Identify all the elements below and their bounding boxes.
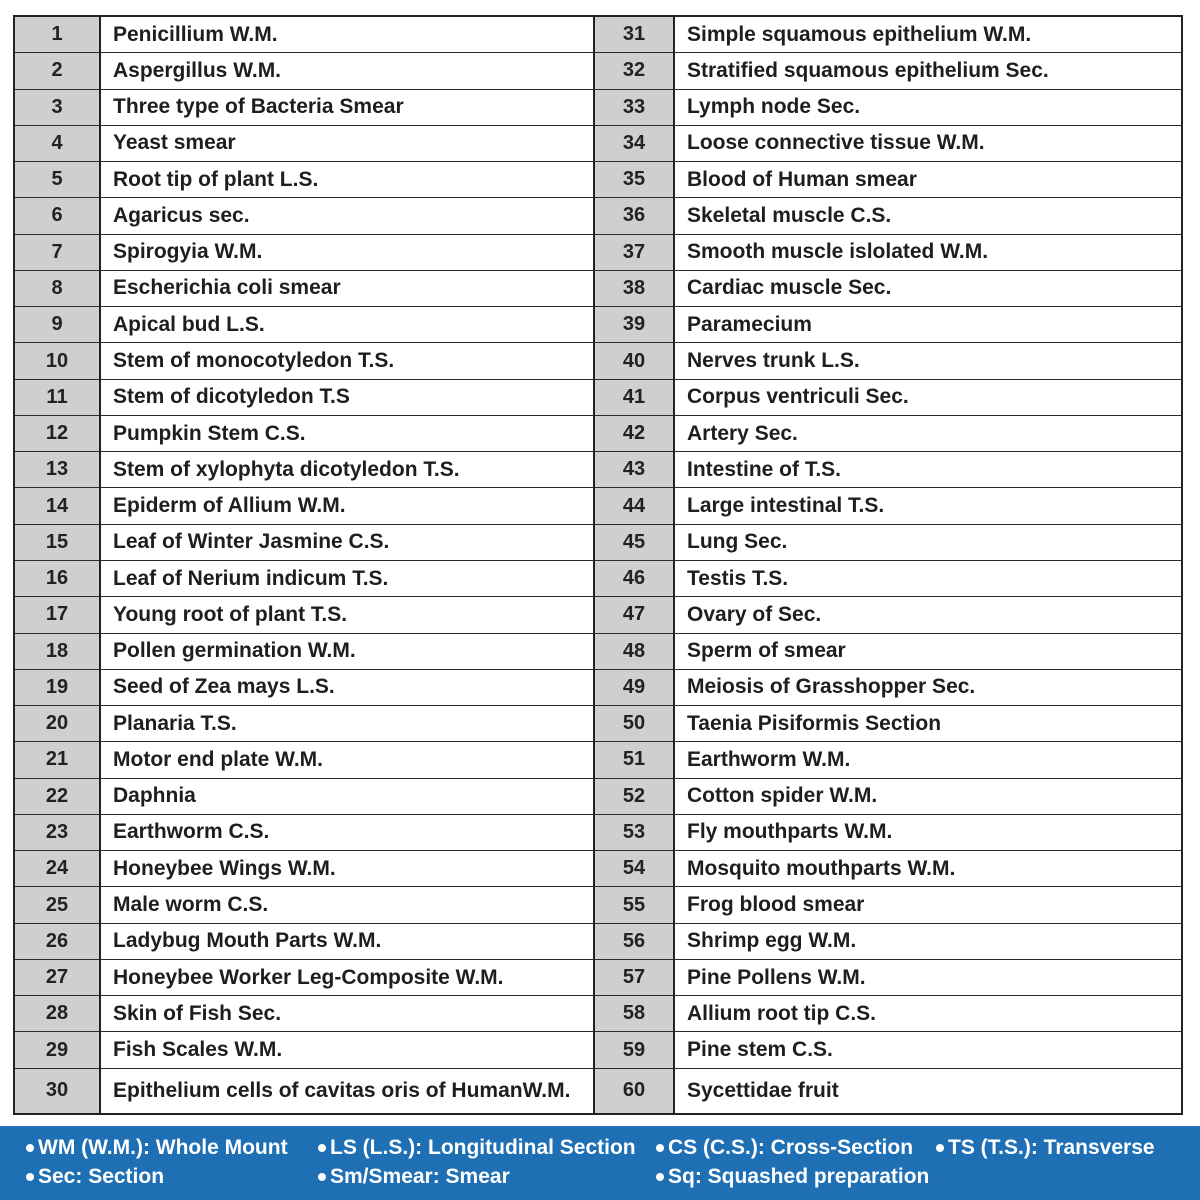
item-name: Epithelium cells of cavitas oris of HumanW.M. <box>113 1078 571 1102</box>
table-row <box>15 162 593 198</box>
slide-list-table <box>13 15 1183 1115</box>
table-row <box>15 706 593 742</box>
item-name: Allium root tip C.S. <box>687 1001 876 1025</box>
table-row <box>595 1069 1181 1113</box>
item-name: Blood of Human smear <box>687 167 917 191</box>
table-row <box>15 1032 593 1068</box>
item-number: 7 <box>15 235 101 270</box>
item-number: 21 <box>15 742 101 777</box>
item-name: Epiderm of Allium W.M. <box>113 494 346 518</box>
item-number: 20 <box>15 706 101 741</box>
legend-item-ls <box>318 1136 636 1160</box>
table-row <box>595 271 1181 307</box>
item-number: 15 <box>15 525 101 560</box>
table-row <box>15 416 593 452</box>
legend-line-2 <box>0 1165 1200 1194</box>
item-number: 53 <box>595 815 675 850</box>
table-row <box>595 597 1181 633</box>
item-number: 46 <box>595 561 675 596</box>
table-row <box>595 126 1181 162</box>
item-name: Meiosis of Grasshopper Sec. <box>687 675 976 699</box>
item-number: 11 <box>15 380 101 415</box>
item-number: 3 <box>15 90 101 125</box>
item-name: Testis T.S. <box>687 566 789 590</box>
item-name: Pine stem C.S. <box>687 1038 833 1062</box>
table-row <box>595 996 1181 1032</box>
item-name: Stem of monocotyledon T.S. <box>113 349 395 373</box>
table-row <box>595 53 1181 89</box>
item-name: Mosquito mouthparts W.M. <box>687 856 956 880</box>
item-number: 16 <box>15 561 101 596</box>
item-number: 5 <box>15 162 101 197</box>
table-row <box>15 597 593 633</box>
table-row <box>15 525 593 561</box>
item-name: Stem of dicotyledon T.S <box>113 385 350 409</box>
table-row <box>595 525 1181 561</box>
table-row <box>15 380 593 416</box>
item-number: 50 <box>595 706 675 741</box>
legend-text: Sm/Smear: Smear <box>330 1165 510 1188</box>
left-column <box>15 17 595 1113</box>
item-number: 13 <box>15 452 101 487</box>
item-number: 6 <box>15 198 101 233</box>
item-number: 28 <box>15 996 101 1031</box>
legend-line-1 <box>0 1136 1200 1165</box>
legend-text: Sec: Section <box>38 1165 165 1188</box>
table-row <box>15 235 593 271</box>
table-row <box>15 343 593 379</box>
item-name: Fly mouthparts W.M. <box>687 820 893 844</box>
table-row <box>15 198 593 234</box>
bullet-icon <box>318 1144 326 1152</box>
table-row <box>595 162 1181 198</box>
bullet-icon <box>656 1173 664 1181</box>
item-number: 60 <box>595 1069 675 1113</box>
item-name: Simple squamous epithelium W.M. <box>687 22 1032 46</box>
item-number: 31 <box>595 17 675 52</box>
item-number: 29 <box>15 1032 101 1067</box>
item-name: Young root of plant T.S. <box>113 602 348 626</box>
legend-text: LS (L.S.): Longitudinal Section <box>330 1136 636 1159</box>
table-row <box>595 452 1181 488</box>
item-name: Skeletal muscle C.S. <box>687 203 892 227</box>
item-number: 41 <box>595 380 675 415</box>
item-number: 49 <box>595 670 675 705</box>
item-name: Taenia Pisiformis Section <box>687 711 942 735</box>
item-number: 30 <box>15 1069 101 1113</box>
item-number: 51 <box>595 742 675 777</box>
table-row <box>595 815 1181 851</box>
item-name: Sycettidae fruit <box>687 1078 839 1102</box>
table-row <box>15 271 593 307</box>
table-row <box>595 1032 1181 1068</box>
item-number: 34 <box>595 126 675 161</box>
table-row <box>15 670 593 706</box>
item-name: Daphnia <box>113 784 196 808</box>
table-row <box>595 380 1181 416</box>
item-name: Cotton spider W.M. <box>687 784 878 808</box>
item-number: 45 <box>595 525 675 560</box>
item-name: Artery Sec. <box>687 421 798 445</box>
item-number: 2 <box>15 53 101 88</box>
item-number: 26 <box>15 924 101 959</box>
item-name: Penicillium W.M. <box>113 22 278 46</box>
table-row <box>15 452 593 488</box>
item-name: Apical bud L.S. <box>113 312 265 336</box>
table-row <box>15 851 593 887</box>
bullet-icon <box>318 1173 326 1181</box>
item-name: Motor end plate W.M. <box>113 747 323 771</box>
table-row <box>15 561 593 597</box>
item-name: Skin of Fish Sec. <box>113 1001 282 1025</box>
item-name: Frog blood smear <box>687 893 865 916</box>
item-name: Fish Scales W.M. <box>113 1038 283 1062</box>
item-number: 57 <box>595 960 675 995</box>
item-name: Corpus ventriculi Sec. <box>687 385 909 409</box>
table-row <box>595 561 1181 597</box>
item-number: 18 <box>15 634 101 669</box>
item-number: 39 <box>595 307 675 342</box>
table-row <box>595 670 1181 706</box>
table-row <box>595 742 1181 778</box>
legend-text: WM (W.M.): Whole Mount <box>38 1136 288 1159</box>
table-row <box>15 887 593 923</box>
table-row <box>15 1069 593 1113</box>
bullet-icon <box>26 1173 34 1181</box>
item-number: 52 <box>595 779 675 814</box>
right-column <box>595 17 1181 1113</box>
item-name: Sperm of smear <box>687 639 846 663</box>
item-name: Lung Sec. <box>687 530 788 554</box>
item-name: Planaria T.S. <box>113 711 237 735</box>
item-number: 56 <box>595 924 675 959</box>
legend-text: Sq: Squashed preparation <box>668 1165 930 1188</box>
table-row <box>15 742 593 778</box>
table-row <box>15 307 593 343</box>
table-row <box>595 924 1181 960</box>
item-number: 1 <box>15 17 101 52</box>
item-name: Earthworm C.S. <box>113 820 270 844</box>
table-row <box>595 90 1181 126</box>
item-name: Three type of Bacteria Smear <box>113 95 404 119</box>
abbreviation-legend <box>0 1126 1200 1200</box>
item-name: Escherichia coli smear <box>113 276 341 300</box>
item-number: 42 <box>595 416 675 451</box>
legend-item-sq <box>656 1165 929 1189</box>
item-number: 36 <box>595 198 675 233</box>
item-name: Pine Pollens W.M. <box>687 965 866 989</box>
table-row <box>15 126 593 162</box>
table-row <box>15 53 593 89</box>
table-row <box>15 996 593 1032</box>
item-number: 14 <box>15 488 101 523</box>
table-row <box>595 343 1181 379</box>
table-row <box>595 851 1181 887</box>
item-name: Honeybee Wings W.M. <box>113 856 336 880</box>
item-number: 22 <box>15 779 101 814</box>
item-name: Ladybug Mouth Parts W.M. <box>113 929 382 953</box>
table-row <box>15 90 593 126</box>
item-number: 23 <box>15 815 101 850</box>
table-row <box>595 198 1181 234</box>
item-number: 12 <box>15 416 101 451</box>
item-number: 55 <box>595 887 675 922</box>
item-name: Agaricus sec. <box>113 203 250 227</box>
item-name: Honeybee Worker Leg-Composite W.M. <box>113 965 504 989</box>
item-number: 4 <box>15 126 101 161</box>
legend-item-sm <box>318 1165 510 1189</box>
item-name: Shrimp egg W.M. <box>687 929 857 953</box>
item-number: 37 <box>595 235 675 270</box>
item-number: 24 <box>15 851 101 886</box>
table-row <box>595 960 1181 996</box>
table-row <box>595 488 1181 524</box>
item-name: Cardiac muscle Sec. <box>687 276 892 300</box>
item-number: 38 <box>595 271 675 306</box>
table-row <box>595 887 1181 923</box>
item-name: Lymph node Sec. <box>687 95 861 119</box>
table-row <box>595 235 1181 271</box>
item-number: 43 <box>595 452 675 487</box>
table-row <box>15 634 593 670</box>
item-name: Nerves trunk L.S. <box>687 349 860 373</box>
legend-item-cs <box>656 1136 913 1160</box>
item-name: Root tip of plant L.S. <box>113 167 319 191</box>
item-number: 40 <box>595 343 675 378</box>
item-number: 47 <box>595 597 675 632</box>
item-number: 32 <box>595 53 675 88</box>
item-name: Pumpkin Stem C.S. <box>113 421 306 445</box>
item-number: 9 <box>15 307 101 342</box>
legend-item-sec <box>26 1165 164 1189</box>
item-number: 25 <box>15 887 101 922</box>
legend-text: CS (C.S.): Cross-Section <box>668 1136 914 1159</box>
table-row <box>595 307 1181 343</box>
item-number: 48 <box>595 634 675 669</box>
item-name: Ovary of Sec. <box>687 602 822 626</box>
item-name: Large intestinal T.S. <box>687 494 885 518</box>
item-name: Intestine of T.S. <box>687 457 842 481</box>
table-row <box>595 706 1181 742</box>
item-number: 10 <box>15 343 101 378</box>
item-number: 59 <box>595 1032 675 1067</box>
item-name: Leaf of Nerium indicum T.S. <box>113 566 389 590</box>
bullet-icon <box>26 1144 34 1152</box>
item-name: Stratified squamous epithelium Sec. <box>687 58 1049 82</box>
table-row <box>595 17 1181 53</box>
item-name: Earthworm W.M. <box>687 747 851 771</box>
item-name: Seed of Zea mays L.S. <box>113 675 335 699</box>
legend-item-ts <box>936 1136 1155 1160</box>
table-row <box>15 960 593 996</box>
item-number: 44 <box>595 488 675 523</box>
item-name: Yeast smear <box>113 131 236 155</box>
item-name: Spirogyia W.M. <box>113 240 263 264</box>
table-row <box>595 634 1181 670</box>
table-row <box>595 779 1181 815</box>
bullet-icon <box>656 1144 664 1152</box>
item-name: Smooth muscle islolated W.M. <box>687 240 989 264</box>
table-row <box>595 416 1181 452</box>
table-row <box>15 779 593 815</box>
table-row <box>15 17 593 53</box>
item-name: Loose connective tissue W.M. <box>687 131 985 155</box>
item-name: Paramecium <box>687 312 812 336</box>
item-number: 33 <box>595 90 675 125</box>
bullet-icon <box>936 1144 944 1152</box>
item-number: 54 <box>595 851 675 886</box>
item-number: 19 <box>15 670 101 705</box>
item-name: Male worm C.S. <box>113 893 269 916</box>
table-row <box>15 815 593 851</box>
item-number: 8 <box>15 271 101 306</box>
item-name: Aspergillus W.M. <box>113 58 282 82</box>
item-name: Stem of xylophyta dicotyledon T.S. <box>113 457 460 481</box>
legend-item-wm <box>26 1136 288 1160</box>
table-row <box>15 488 593 524</box>
item-number: 17 <box>15 597 101 632</box>
item-number: 58 <box>595 996 675 1031</box>
item-number: 35 <box>595 162 675 197</box>
table-row <box>15 924 593 960</box>
legend-text: TS (T.S.): Transverse <box>948 1136 1155 1159</box>
item-name: Leaf of Winter Jasmine C.S. <box>113 530 390 554</box>
item-number: 27 <box>15 960 101 995</box>
item-name: Pollen germination W.M. <box>113 639 356 663</box>
